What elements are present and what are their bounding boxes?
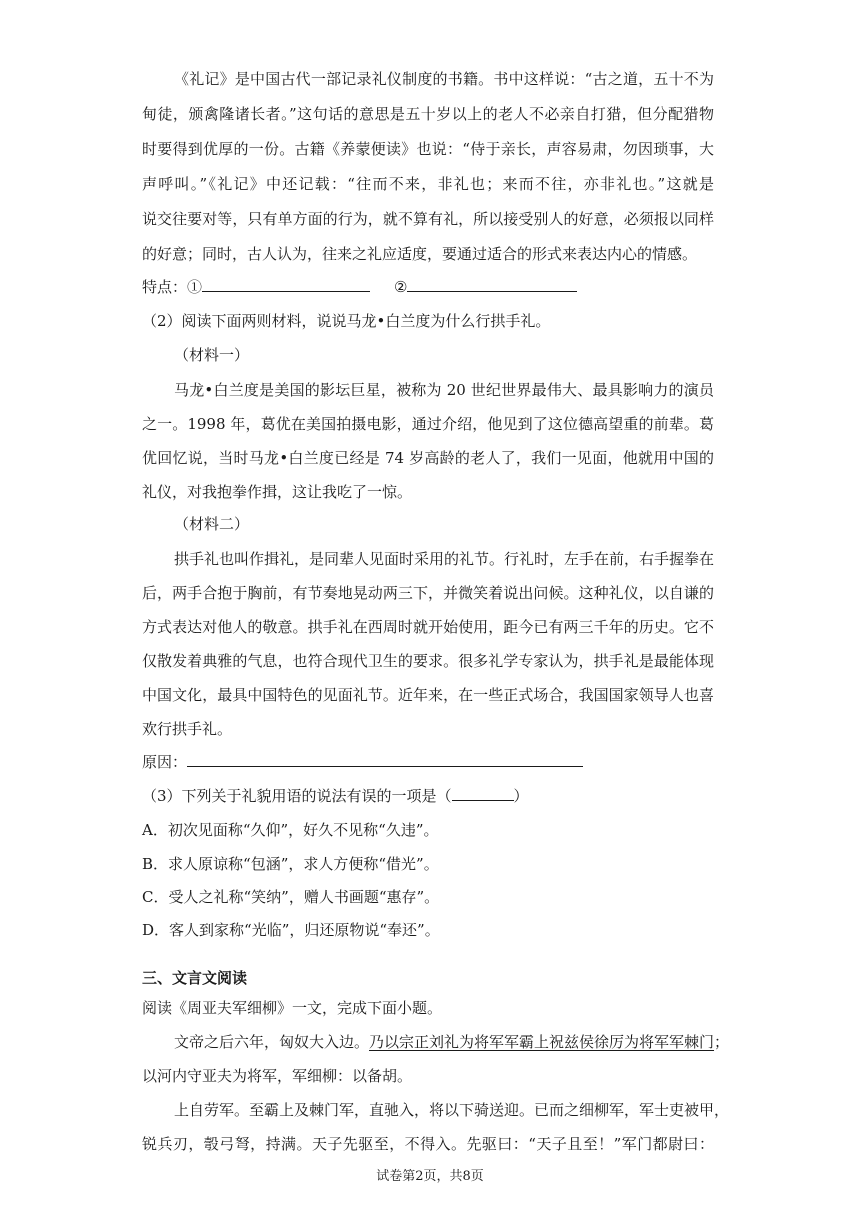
- question-2-prompt: （2）阅读下面两则材料，说说马龙•白兰度为什么行拱手礼。: [142, 312, 551, 330]
- passage-line: 甸徒，颁禽隆诸长者。”这句话的意思是五十岁以上的老人不必亲自打猎，但分配猎物: [142, 105, 714, 123]
- classical-text: 文帝之后六年，匈奴大入边。: [174, 1033, 370, 1051]
- page-footer: 试卷第2页，共8页: [376, 1169, 484, 1184]
- choice-blank[interactable]: [452, 786, 514, 801]
- classical-line-2: 以河内守亚夫为将军，军细柳：以备胡。: [142, 1067, 413, 1085]
- answer-blank-2[interactable]: [407, 277, 577, 292]
- section-heading: 三、文言文阅读: [142, 969, 248, 987]
- question-3-text: （3）下列关于礼貌用语的说法有误的一项是（: [142, 787, 452, 805]
- option-a[interactable]: A．初次见面称“久仰”，好久不见称“久违”。: [142, 821, 439, 839]
- option-d[interactable]: D．客人到家称“光临”，归还原物说“奉还”。: [142, 921, 440, 939]
- option-b[interactable]: B．求人原谅称“包涵”，求人方便称“借光”。: [142, 855, 439, 873]
- underlined-sentence: 乃以宗正刘礼为将军军霸上祝兹侯徐厉为将军军棘门: [369, 1033, 715, 1051]
- classical-line: 上自劳军。至霸上及棘门军，直驰入，将以下骑送迎。已而之细柳军，军士吏被甲，: [174, 1101, 730, 1119]
- classical-punct: ；: [714, 1033, 730, 1051]
- material-line: 仅散发着典雅的气息，也符合现代卫生的要求。很多礼学专家认为，拱手礼是最能体现: [142, 652, 714, 670]
- option-c[interactable]: C．受人之礼称“笑纳”，赠人书画题“惠存”。: [142, 888, 440, 906]
- material-line: 拱手礼也叫作揖礼，是同辈人见面时采用的礼节。行礼时，左手在前，右手握拳在: [174, 550, 715, 568]
- material-line: 优回忆说，当时马龙•白兰度已经是 74 岁高龄的老人了，我们一见面，他就用中国的: [142, 449, 714, 467]
- classical-line-1: [174, 1032, 729, 1052]
- answer-blank-1[interactable]: [202, 277, 370, 292]
- passage-line: 说交往要对等，只有单方面的行为，就不算有礼，所以接受别人的好意，必须报以同样: [142, 210, 714, 228]
- material-line: 礼仪，对我抱拳作揖，这让我吃了一惊。: [142, 483, 413, 501]
- classical-line: 锐兵刃，彀弓弩，持满。天子先驱至，不得入。先驱曰：“天子且至！”军门都尉曰：: [142, 1135, 714, 1153]
- question-3-close: ）: [513, 787, 529, 805]
- material-line: 之一。1998 年，葛优在美国拍摄电影，通过介绍，他见到了这位德高望重的前辈。葛: [142, 415, 714, 433]
- features-row: [142, 277, 577, 297]
- reason-blank[interactable]: [187, 752, 583, 767]
- material-1-title: （材料一）: [174, 346, 250, 364]
- material-line: 欢行拱手礼。: [142, 720, 233, 738]
- passage-line: 声呼叫。”《礼记》中还记载：“往而不来，非礼也；来而不往，亦非礼也。”这就是: [142, 175, 714, 193]
- question-3-prompt: [142, 786, 529, 806]
- features-label: 特点：①: [142, 278, 203, 296]
- reason-label: 原因：: [142, 753, 188, 771]
- material-2-title: （材料二）: [174, 515, 250, 533]
- material-line: 马龙•白兰度是美国的影坛巨星，被称为 20 世纪世界最伟大、最具影响力的演员: [174, 381, 714, 399]
- material-line: 方式表达对他人的敬意。拱手礼在西周时就开始使用，距今已有两三千年的历史。它不: [142, 618, 714, 636]
- reason-row: [142, 752, 583, 772]
- passage-line: 的好意；同时，古人认为，往来之礼应适度，要通过适合的形式来表达内心的情感。: [142, 245, 698, 263]
- features-mark-2: ②: [394, 278, 408, 296]
- material-line: 后，两手合抱于胸前，有节奏地晃动两三下，并微笑着说出问候。这种礼仪，以自谦的: [142, 584, 714, 602]
- material-line: 中国文化，最具中国特色的见面礼节。近年来，在一些正式场合，我国国家领导人也喜: [142, 686, 714, 704]
- passage-line: 《礼记》是中国古代一部记录礼仪制度的书籍。书中这样说：“古之道，五十不为: [174, 70, 714, 88]
- section-instruction: 阅读《周亚夫军细柳》一文，完成下面小题。: [142, 999, 443, 1017]
- passage-line: 时要得到优厚的一份。古籍《养蒙便读》也说：“侍于亲长，声容易肃，勿因琐事，大: [142, 140, 714, 158]
